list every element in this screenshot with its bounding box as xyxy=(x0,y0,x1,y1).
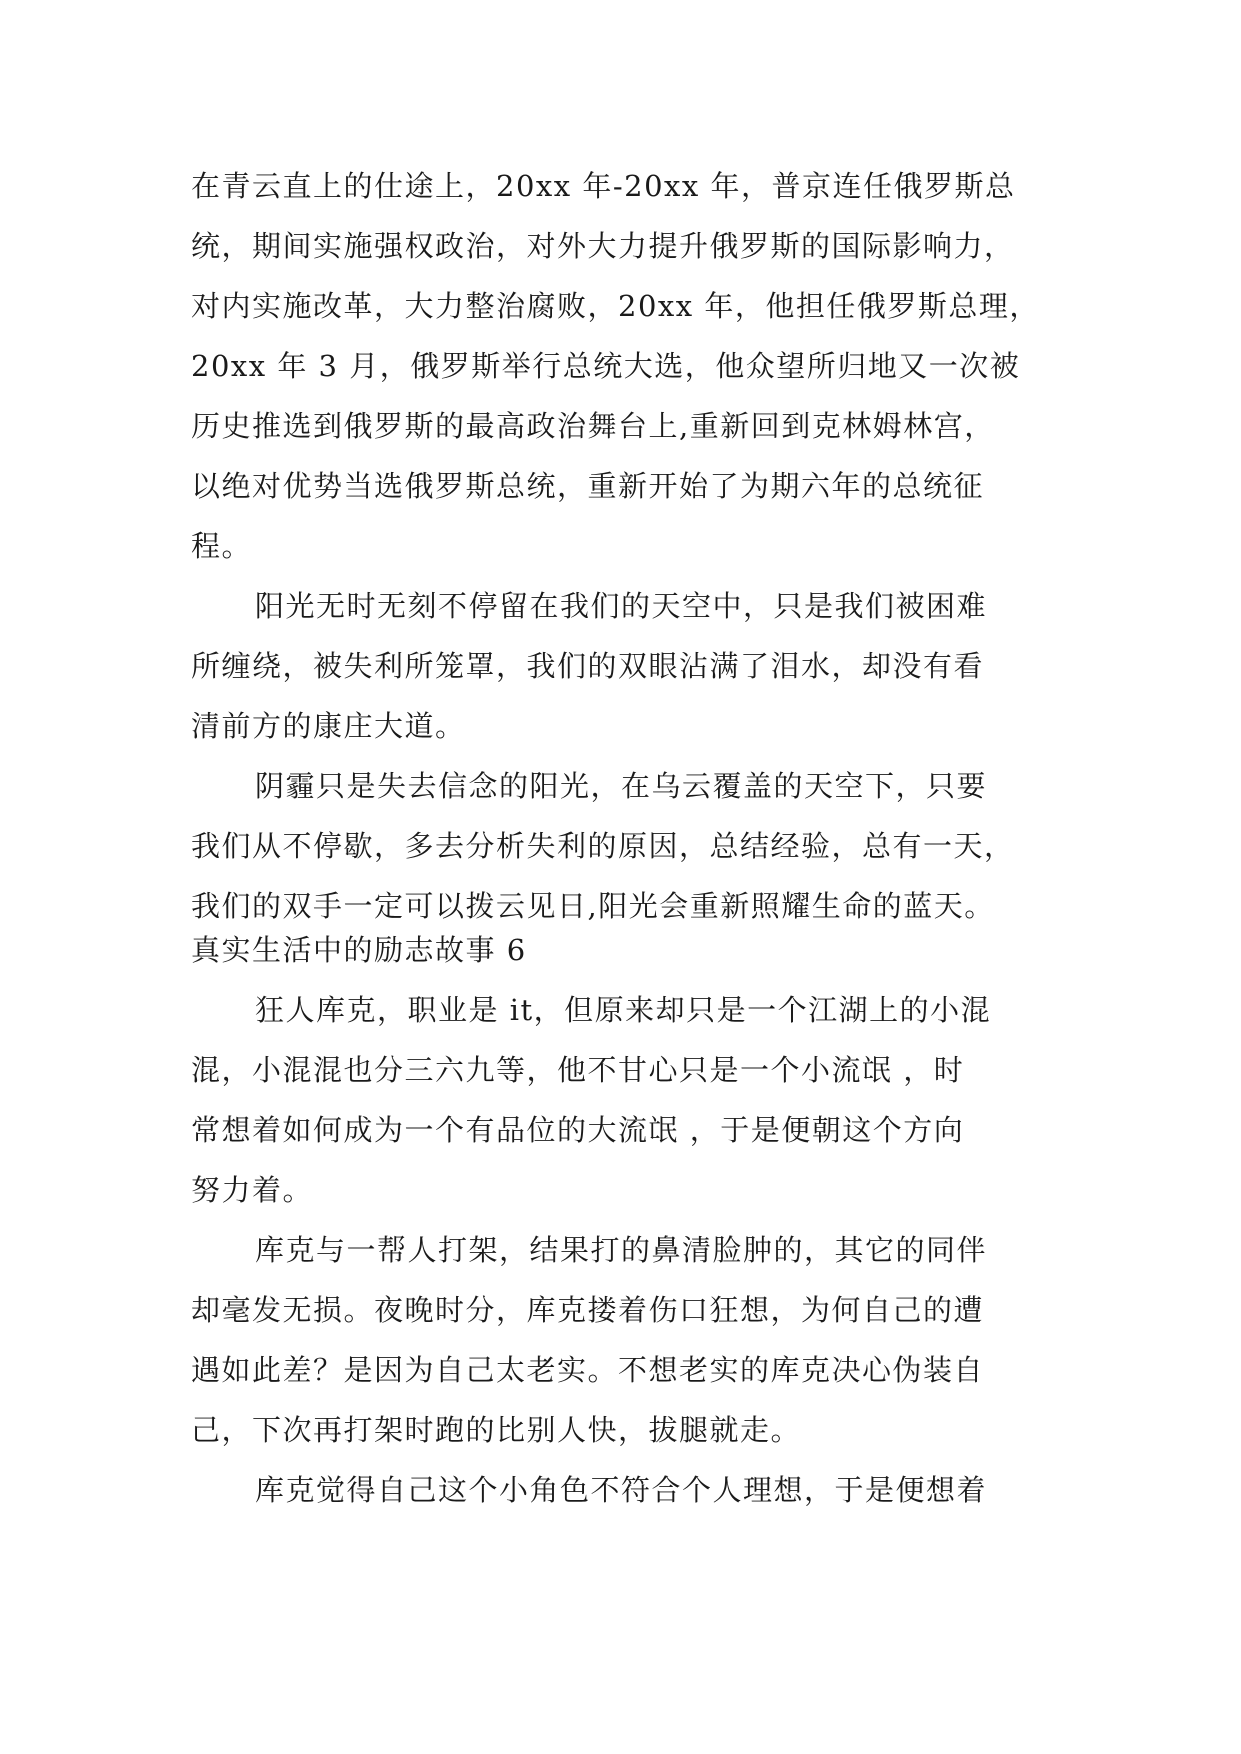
section-title: 真实生活中的励志故事 6 xyxy=(191,933,527,967)
text-line: 努力着。 xyxy=(191,1173,314,1207)
text-line: 库克觉得自己这个小角色不符合个人理想，于是便想着 xyxy=(255,1473,988,1507)
text-line: 清前方的康庄大道。 xyxy=(191,709,466,743)
text-block-lower xyxy=(191,920,1091,1520)
text-line: 却毫发无损。夜晚时分，库克搂着伤口狂想，为何自己的遭 xyxy=(191,1293,985,1327)
paragraph xyxy=(191,756,1091,936)
text-line: 对内实施改革，大力整治腐败，20xx 年，他担任俄罗斯总理， xyxy=(191,289,1040,323)
text-line: 在青云直上的仕途上，20xx 年-20xx 年，普京连任俄罗斯总 xyxy=(191,169,1016,203)
paragraph xyxy=(191,156,1091,576)
text-line: 20xx 年 3 月，俄罗斯举行总统大选，他众望所归地又一次被 xyxy=(191,349,1021,383)
text-line: 混，小混混也分三六九等，他不甘心只是一个小流氓 ，时 xyxy=(191,1053,965,1087)
text-line: 库克与一帮人打架，结果打的鼻清脸肿的，其它的同伴 xyxy=(255,1233,988,1267)
text-line: 我们从不停歇，多去分析失利的原因，总结经验，总有一天， xyxy=(191,829,1015,863)
text-block-upper xyxy=(191,156,1091,936)
text-line: 阳光无时无刻不停留在我们的天空中，只是我们被困难 xyxy=(255,589,988,623)
text-line: 遇如此差？是因为自己太老实。不想老实的库克决心伪装自 xyxy=(191,1353,985,1387)
paragraph xyxy=(191,980,1091,1220)
text-line: 以绝对优势当选俄罗斯总统，重新开始了为期六年的总统征 xyxy=(191,469,985,503)
text-line: 统，期间实施强权政治，对外大力提升俄罗斯的国际影响力， xyxy=(191,229,1015,263)
text-line: 所缠绕，被失利所笼罩，我们的双眼沾满了泪水，却没有看 xyxy=(191,649,985,683)
text-line: 狂人库克，职业是 it，但原来却只是一个江湖上的小混 xyxy=(255,993,992,1027)
paragraph xyxy=(191,576,1091,756)
paragraph xyxy=(191,1220,1091,1460)
text-line: 程。 xyxy=(191,529,253,563)
text-line: 我们的双手一定可以拨云见日,阳光会重新照耀生命的蓝天。 xyxy=(191,889,995,923)
text-line: 历史推选到俄罗斯的最高政治舞台上,重新回到克林姆林宫， xyxy=(191,409,995,443)
text-line: 常想着如何成为一个有品位的大流氓 ，于是便朝这个方向 xyxy=(191,1113,965,1147)
paragraph xyxy=(191,1460,1091,1520)
text-line: 阴霾只是失去信念的阳光，在乌云覆盖的天空下，只要 xyxy=(255,769,988,803)
text-line: 己，下次再打架时跑的比别人快，拔腿就走。 xyxy=(191,1413,802,1447)
